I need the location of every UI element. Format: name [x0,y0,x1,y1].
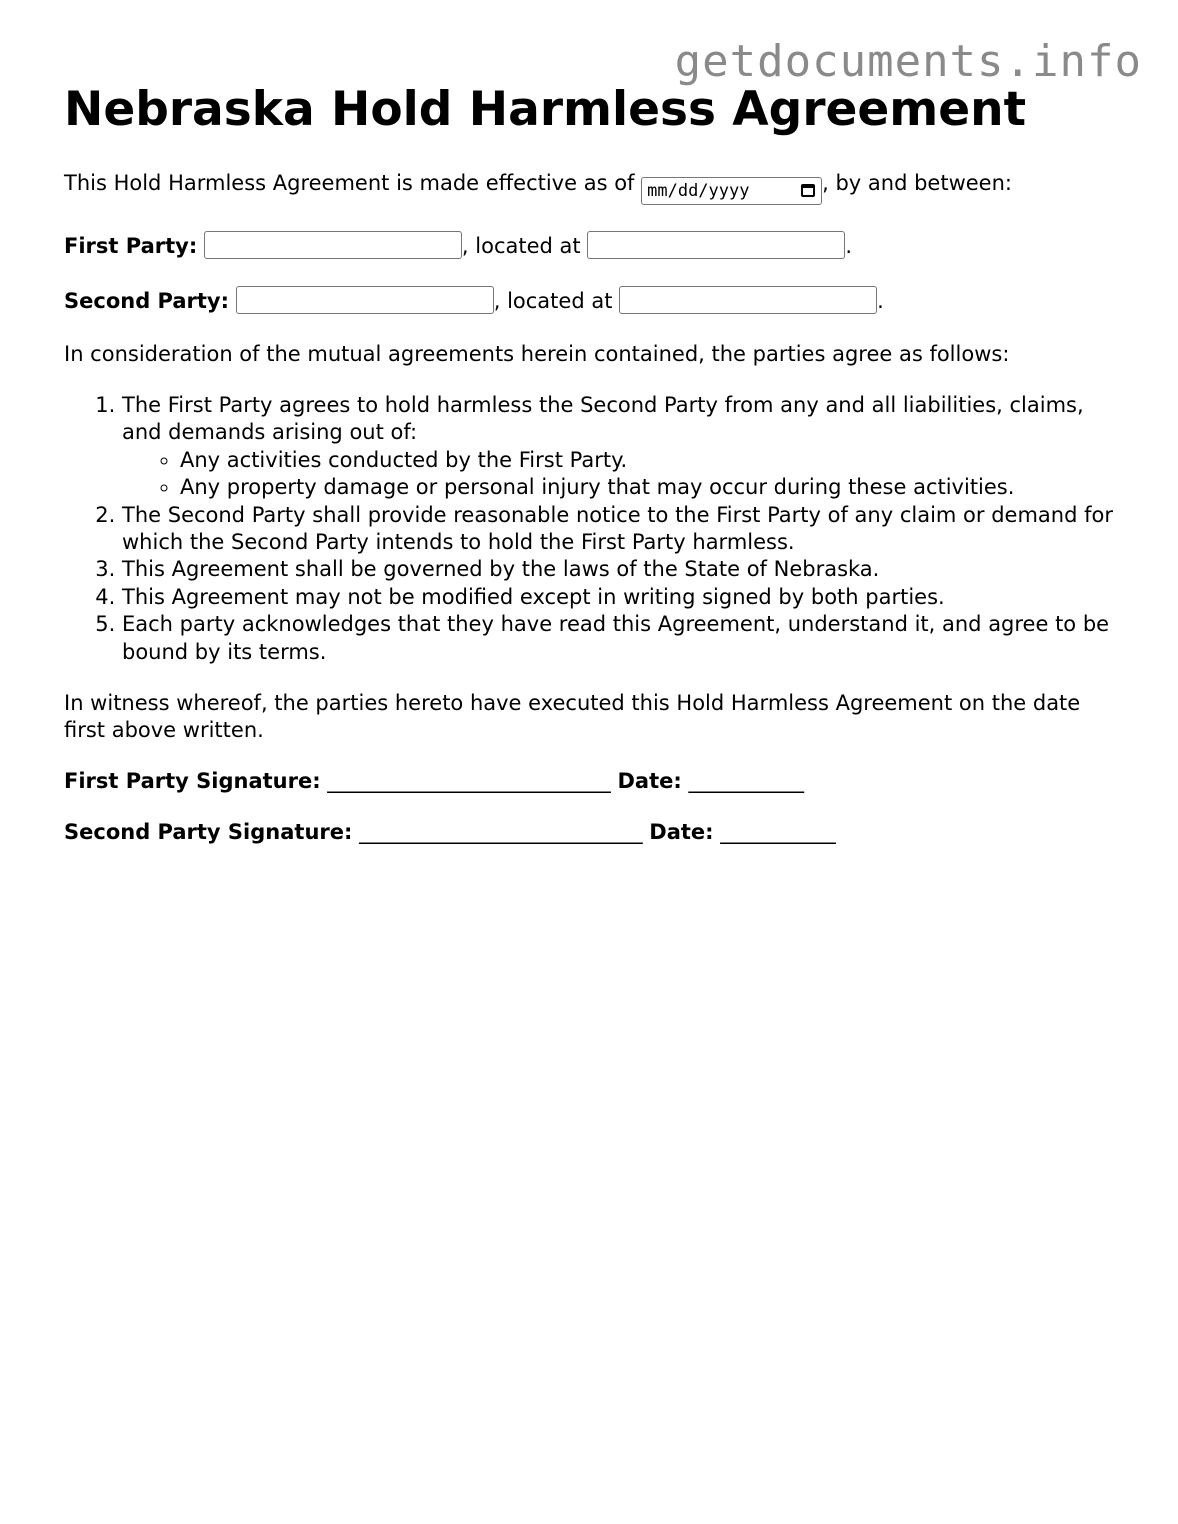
page-title: Nebraska Hold Harmless Agreement [64,82,1027,137]
second-signature-label: Second Party Signature: [64,820,353,845]
first-party-line [64,231,1124,260]
first-party-name-input[interactable] [204,231,462,259]
second-party-period: . [877,289,884,313]
list-item: 2. The Second Party shall provide reasonable notice to the First Party of any claim or demand for which the Second Party intends to hold the First Party harmless. [122,502,1124,557]
date-placeholder: mm/dd/yyyy [647,181,750,201]
second-party-line [64,286,1124,315]
second-date-blank: ___________ [720,820,836,845]
list-item [122,392,1124,502]
second-signature-line [64,819,1124,846]
intro-text-end: , by and between: [822,171,1012,195]
sub-list-item: ◦ Any activities conducted by the First Party. [180,447,1124,474]
list-item: 5. Each party acknowledges that they have read this Agreement, understand it, and agree to be bound by its terms. [122,611,1124,666]
list-item: 4. This Agreement may not be modified except in writing signed by both parties. [122,584,1124,611]
first-party-located-text: , located at [461,234,581,258]
intro-text: This Hold Harmless Agreement is made effective as of [64,171,635,195]
list-item: 3. This Agreement shall be governed by the laws of the State of Nebraska. [122,556,1124,583]
sub-list [122,447,1124,502]
intro-paragraph [64,170,1124,205]
watermark: getdocuments.info [674,36,1142,87]
second-signature-blank: ___________________________ [359,820,643,845]
document [64,78,1124,846]
sub-list-item: ◦ Any property damage or personal injury that may occur during these activities. [180,474,1124,501]
second-party-address-input[interactable] [619,286,877,314]
first-date-label: Date: [617,769,682,794]
term-text: The First Party agrees to hold harmless the Second Party from any and all liabilities, claims, and demands arising out of: [122,393,1084,445]
witness-paragraph: In witness whereof, the parties hereto have executed this Hold Harmless Agreement on the date first above written. [64,691,1081,743]
terms-list [64,392,1124,666]
first-party-label: First Party: [64,234,198,258]
consideration-paragraph: In consideration of the mutual agreements herein contained, the parties agree as follows: [64,342,1010,366]
first-party-address-input[interactable] [587,231,845,259]
second-party-label: Second Party: [64,289,230,313]
first-date-blank: ___________ [688,769,804,794]
first-party-period: . [845,234,853,258]
second-party-located-text: , located at [493,289,613,313]
second-date-label: Date: [649,820,714,845]
first-signature-blank: ___________________________ [327,769,611,794]
effective-date-input[interactable] [641,177,822,205]
second-party-name-input[interactable] [236,286,494,314]
calendar-icon[interactable] [801,184,815,197]
first-signature-line [64,768,1124,795]
first-signature-label: First Party Signature: [64,769,321,794]
